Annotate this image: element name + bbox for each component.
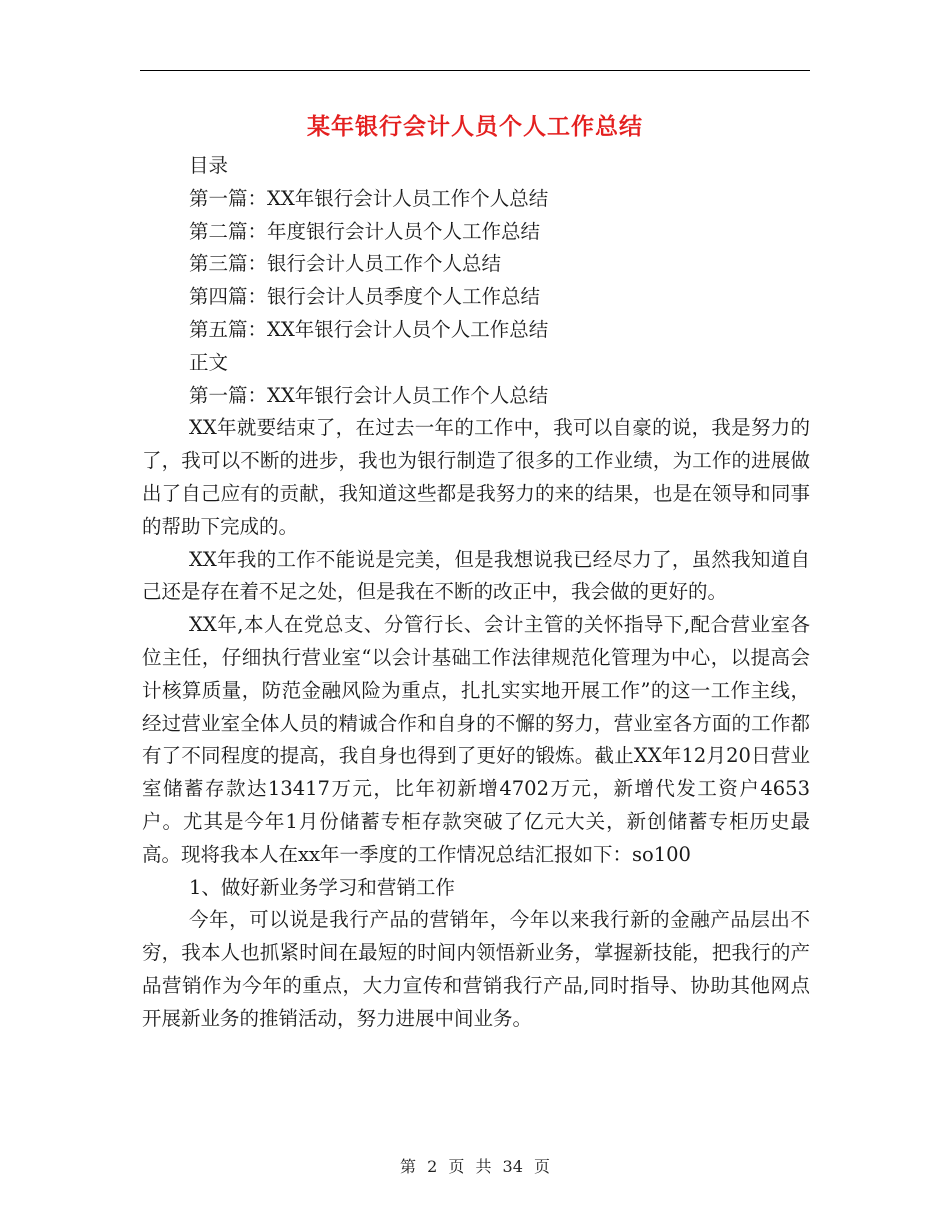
body-heading: 正文 [189, 350, 229, 374]
document-title: 某年银行会计人员个人工作总结 [307, 113, 643, 140]
paragraph: XX年我的工作不能说是完美，但是我想说我已经尽力了，虽然我知道自己还是存在着不足之处，但是我在不断的改正中，我会做的更好的。 [142, 547, 810, 604]
page-number: 第 2 页 共 34 页 [400, 1157, 550, 1176]
subheading: 1、做好新业务学习和营销工作 [189, 875, 455, 899]
paragraph: XX年,本人在党总支、分管行长、会计主管的关怀指导下,配合营业室各位主任，仔细执行营业室“以会计基础工作法律规范化管理为中心，以提高会计核算质量，防范金融风险为重点，扎扎实实地开展工作”的这一工作主线，经过营业室全体人员的精诚合作和自身的不懈的努力，营业室各方面的工作都有了不同程度的提高，我自身也得到了更好的锻炼。截止XX年12月20日营业室储蓄存款达13417万元，比年初新增4702万元，新增代发工资户4653户。尤其是今年1月份储蓄专柜存款突破了亿元大关，新创储蓄专柜历史最高。现将我本人在xx年一季度的工作情况总结汇报如下：so100 [142, 613, 810, 866]
section-title: 第一篇：XX年银行会计人员工作个人总结 [189, 383, 549, 407]
toc-heading: 目录 [189, 154, 229, 177]
toc-item: 第二篇：年度银行会计人员个人工作总结 [189, 219, 541, 243]
toc-item: 第一篇：XX年银行会计人员工作个人总结 [189, 186, 549, 210]
toc-item: 第三篇：银行会计人员工作个人总结 [189, 252, 502, 276]
toc-item: 第五篇：XX年银行会计人员个人工作总结 [189, 317, 549, 341]
header-rule [140, 70, 810, 71]
paragraph: 今年，可以说是我行产品的营销年，今年以来我行新的金融产品层出不穷，我本人也抓紧时间在最短的时间内领悟新业务，掌握新技能，把我行的产品营销作为今年的重点，大力宣传和营销我行产品,同时指导、协助其他网点开展新业务的推销活动，努力进展中间业务。 [142, 908, 810, 1030]
document-body [142, 150, 810, 1036]
paragraph: XX年就要结束了，在过去一年的工作中，我可以自豪的说，我是努力的了，我可以不断的进步，我也为银行制造了很多的工作业绩，为工作的进展做出了自己应有的贡献，我知道这些都是我努力的来的结果，也是在领导和同事的帮助下完成的。 [142, 416, 810, 538]
toc-item: 第四篇：银行会计人员季度个人工作总结 [189, 285, 541, 309]
